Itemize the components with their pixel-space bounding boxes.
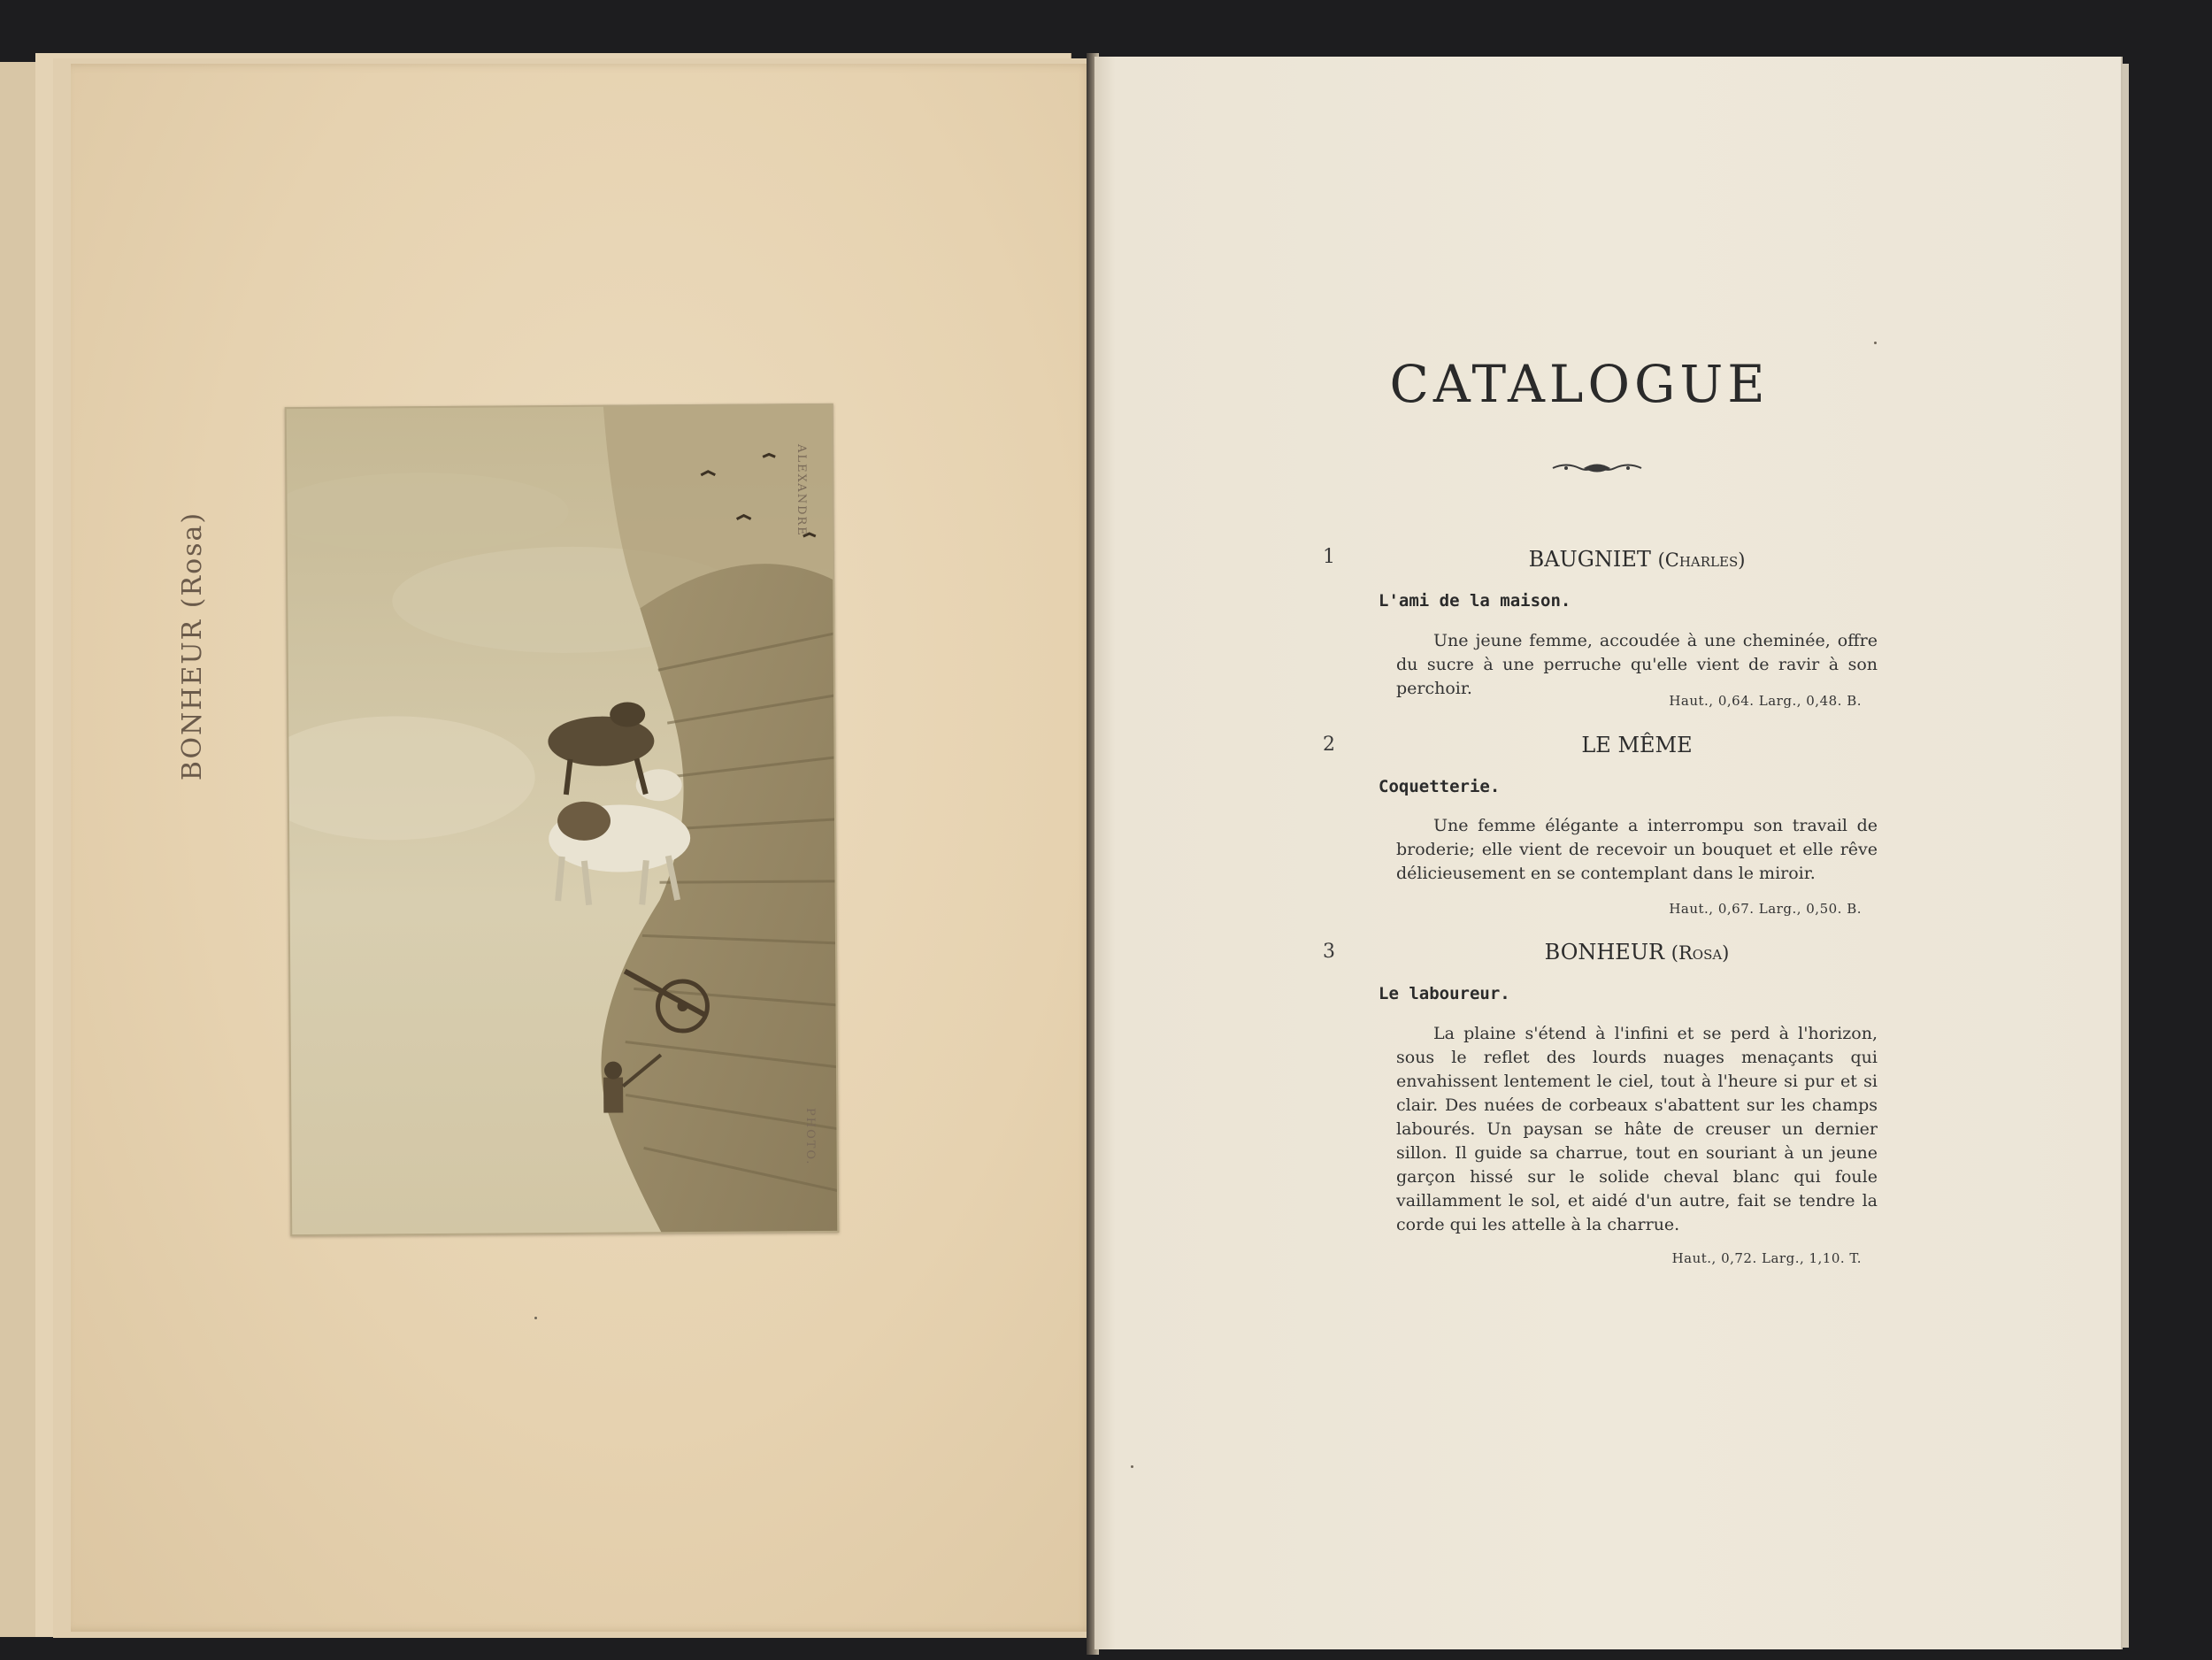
artist-first-name: (Charles) — [1657, 549, 1746, 571]
entry-title: Coquetterie. — [1379, 777, 1501, 796]
paper-speck — [1131, 1465, 1133, 1468]
entry-title: Le laboureur. — [1379, 984, 1510, 1003]
photo-credit-label: PHOTO. — [803, 1108, 817, 1166]
albumen-photograph — [285, 403, 840, 1236]
entry-number: 3 — [1323, 941, 1335, 963]
entry-dimensions: Haut., 0,67. Larg., 0,50. B. — [1669, 901, 1862, 917]
paper-speck — [1874, 342, 1877, 344]
entry-title: L'ami de la maison. — [1379, 591, 1571, 611]
photographer-credit: ALEXANDRE — [795, 444, 808, 537]
entry-number: 2 — [1323, 734, 1335, 756]
entry-description: La plaine s'étend à l'infini et se perd à l'horizon, sous le reflet des lourds nuages menaçants qui envahissent lentement le ciel, tout à l'heure si pur et si clair. Des nuées de corbeaux s'abattent sur les champs labourés. Un paysan se hâte de creuser un dernier sillon. Il guide sa charrue, tout en souriant à un jeune garçon hissé sur le solide cheval blanc qui foule vaillamment le sol, et aidé d'un autre, fait se tendre la corde qui les attelle à la charrue. — [1396, 1024, 1878, 1234]
artist-surname: LE MÊME — [1581, 733, 1693, 757]
artist-first-name: (Rosa) — [1671, 942, 1730, 964]
paper-speck — [534, 1317, 537, 1319]
page-title: CATALOGUE — [1389, 354, 1770, 414]
entry-dimensions: Haut., 0,72. Larg., 1,10. T. — [1671, 1250, 1862, 1266]
photograph-laboureur — [285, 403, 840, 1236]
entry-dimensions: Haut., 0,64. Larg., 0,48. B. — [1669, 693, 1862, 709]
entry-artist — [1451, 547, 1823, 575]
entry-artist — [1451, 733, 1823, 761]
ornament-flourish-icon — [1548, 458, 1646, 478]
entry-artist — [1451, 940, 1823, 968]
plate-artist-caption: BONHEUR (Rosa) — [177, 511, 208, 781]
entry-number: 1 — [1323, 546, 1335, 568]
entry-description: Une jeune femme, accoudée à une cheminée, offre du sucre à une perruche qu'elle vient de ravir à son perchoir. — [1396, 631, 1878, 698]
artist-surname: BONHEUR — [1544, 940, 1665, 964]
artist-surname: BAUGNIET — [1528, 547, 1651, 572]
entry-description: Une femme élégante a interrompu son travail de broderie; elle vient de recevoir un bouquet et elle rêve délicieusement en se contemplant dans le miroir. — [1396, 816, 1878, 883]
